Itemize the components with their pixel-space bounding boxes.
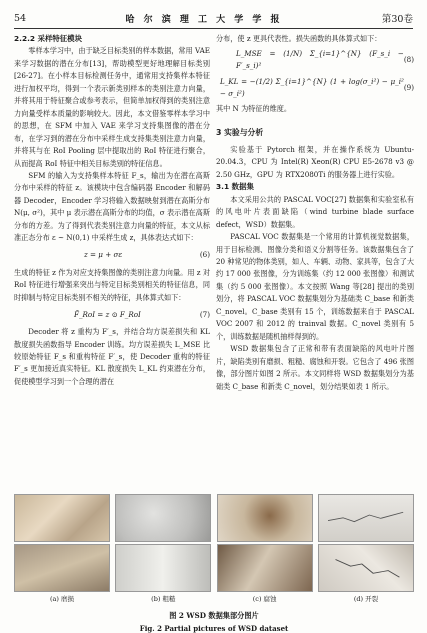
paragraph: 其中 N 为特征的维度。 [216, 104, 292, 114]
rough-image-1 [115, 494, 211, 542]
panel-caption: (a) 磨损 [49, 595, 74, 603]
equation-6 [14, 247, 210, 265]
panel-caption: (d) 开裂 [353, 595, 379, 603]
paragraph: 零样本学习中，由于缺乏目标类别的样本数据，常用 VAE 来学习数据的潜在分布[13]，帮助模型更好地理解目标类别[26-27]。在小样本目标检测任务中，通常用支持集样本特征进行加权平均，得到一个表示新类别样本的类别注意力向量，并将其用于特征聚合或参考表示，但简单加权得到的类别注意力向量受样本质量的影响较大。因此，本文借鉴零样本学习中的思想，在 SFM 中加入 VAE 来学习支持集图像的潜在分布，在学习到的潜在分布中采样生成支持集类别注意力向量，并将其与在 RoI Pooling 层中提取出的 RoI 特征进行聚合，从而提高 RoI 特征中相关目标类别的特征信息。 [14, 46, 210, 168]
figure-panels [14, 494, 414, 603]
paragraph: SFM 的输入为支持集样本特征 F_s，输出为在潜在高斯分布中采样的特征 z。该模块中包含编码器 Encoder 和解码器 Decoder，Encoder 学习将输入数据映射到潜在高斯分布 N(μ, σ²)，其中 μ 表示潜在高斯分布的均值，σ 表示潜在高斯分布的方差。为了得到代表类别注意力向量的特征，本文从标准正态分布 ε ~ N(0,1) 中采样生成 z，具体表达式如下： [14, 170, 210, 243]
wear-image-2 [14, 544, 110, 592]
crack-image-1 [318, 494, 414, 542]
equation-8 [216, 47, 414, 73]
paragraph: 分布，使 z 更具代表性。损失函数的具体算式如下： [216, 34, 382, 43]
rough-image-2 [115, 544, 211, 592]
crack-line-icon [328, 504, 403, 532]
equation-body: F̃_RoI = z ⊙ F_RoI [74, 309, 141, 319]
equation-number: (8) [403, 55, 414, 65]
paragraph: WSD 数据集包含了正常和带有表面缺陷的风电叶片图片，缺陷类别有磨损、粗糙、腐蚀和开裂。它包含了 496 张图像，部分图片如图 2 所示。本文同样将 WSD 数据集划分为基础类 C_base 和新类 C_novel，划分结果如表 1 所示。 [216, 344, 414, 391]
paragraph: 生成的特征 z 作为对应支持集图像的类别注意力向量。用 z 对 RoI 特征进行增强来突出与特定目标类别相关的特征信息，同时抑制与特定目标类别不相关的特征，具体算式如下： [14, 267, 210, 302]
crack-line-icon [328, 554, 403, 582]
section-heading-3-1: 3.1 数据集 [216, 182, 254, 192]
wear-image-1 [14, 494, 110, 542]
section-heading-3: 3 实验与分析 [216, 127, 264, 137]
header-rule [14, 28, 413, 29]
equation-7 [14, 306, 210, 324]
page-header [14, 10, 413, 26]
figure-2 [14, 494, 414, 633]
equation-body: L_MSE = (1/N) Σ_{i=1}^{N} (F_s_i − F′_s_i)² [236, 49, 404, 71]
equation-number: (9) [403, 83, 414, 93]
paragraph: 实验基于 Pytorch 框架，并在操作系统为 Ubuntu-20.04.3，CPU 为 Intel(R) Xeon(R) CPU E5-2678 v3 @ 2.50 GHz，GPU 为 RTX2080Ti 的服务器上进行实验。 [216, 144, 414, 179]
equation-body: L_KL = −(1/2) Σ_{i=1}^{N} (1 + log(σ_i²) − μ_i² − σ_i²) [220, 77, 404, 99]
journal-title: 哈 尔 滨 理 工 大 学 学 报 [125, 14, 283, 25]
figure-caption-en: Fig. 2 Partial pictures of WSD dataset [139, 624, 289, 633]
paragraph: 本文采用公共的 PASCAL VOC[27] 数据集和实验室私有的风电叶片表面缺陷（wind turbine blade surface defect，WSD）数据集。 [216, 194, 414, 229]
equation-number: (7) [199, 309, 210, 319]
equation-9 [216, 75, 414, 101]
crack-image-2 [318, 544, 414, 592]
section-heading-2-2-2: 2.2.2 采样特征模块 [14, 34, 82, 43]
panel-caption: (b) 粗糙 [151, 595, 176, 603]
paragraph: PASCAL VOC 数据集是一个常用的计算机视觉数据集，用于目标检测、图像分类和语义分割等任务。该数据集包含了 20 种常见的物体类别，如人、车辆、动物、家具等，包含了大约 17 000 张图像，分为训练集（约 12 000 张图像）和测试集（约 5 000 张图像）。本文按照 Wang 等[28] 提出的类别划分，将 PASCAL VOC 数据集划分为基础类 C_base 和新类 C_novel。C_base 类别有 15 个，训练数据来自于 PASCAL VOC 2007 和 2012 的 trainval 数据。C_novel 类别有 5 个，训练数据是随机抽样得到的。 [216, 232, 414, 341]
equation-body: z = μ + σε [84, 250, 123, 260]
volume-label: 第30卷 [381, 14, 413, 25]
panel-corrosion [217, 494, 313, 603]
figure-caption-zh: 图 2 WSD 数据集部分图片 [169, 611, 259, 620]
equation-number: (6) [199, 250, 210, 260]
left-column [14, 33, 210, 388]
panel-caption: (c) 腐蚀 [252, 595, 277, 603]
corrosion-image-2 [217, 544, 313, 592]
paragraph: Decoder 将 z 重构为 F′_s，并结合均方误差损失和 KL 散度损失函数指导 Encoder 训练。均方误差损失 L_MSE 比较原始特征 F_s 和重构特征 F′_s，使 Decoder 重构的特征 F′_s 更加接近真实特征。KL 散度损失 L_KL 约束潜在分布，促使模型学习到一个合理的潜在 [14, 327, 210, 386]
panel-rough [115, 494, 211, 603]
panel-wear [14, 494, 110, 603]
corrosion-image-1 [217, 494, 313, 542]
page-number: 54 [14, 12, 27, 24]
right-column [216, 33, 414, 393]
panel-crack [318, 494, 414, 603]
